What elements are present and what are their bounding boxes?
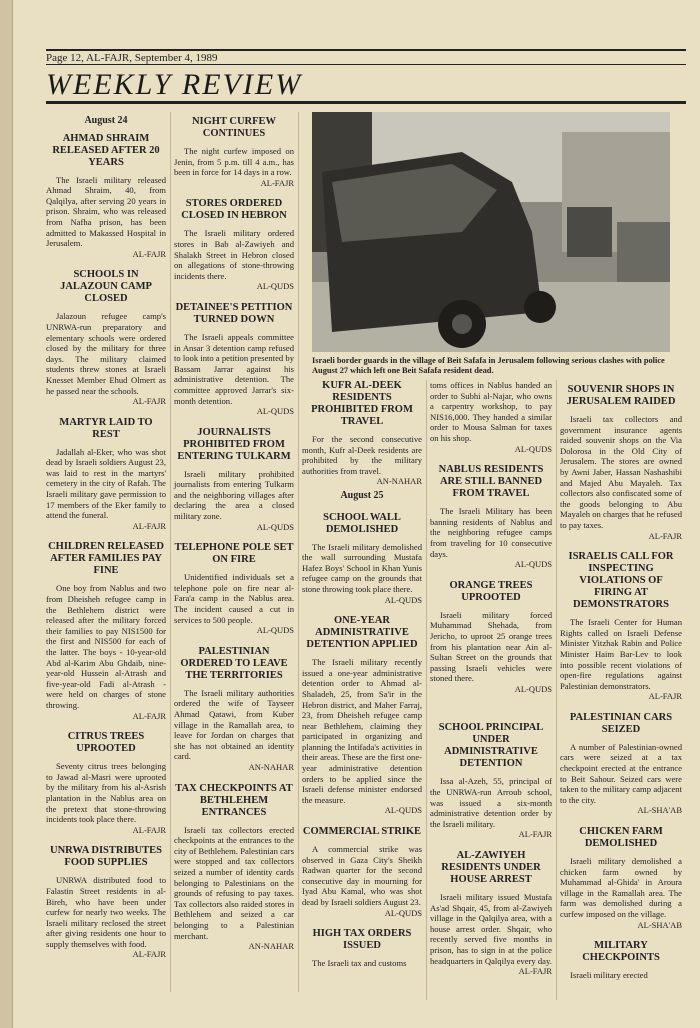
article-body: Jadallah al-Eker, who was shot dead by Israeli soldiers August 23, was laid to rest in the martyrs' cemetery in the city of Rafah. The Israeli military gave permission to 17 members of the Eker family to attend the funeral. [46, 446, 166, 521]
masthead: WEEKLY REVIEW [46, 68, 303, 101]
headline: PALESTINIAN CARS SEIZED [569, 711, 673, 735]
source-credit: AL-QUDS [256, 625, 294, 636]
headline: DETAINEE'S PETITION TURNED DOWN [175, 301, 293, 325]
headline: ORANGE TREES UPROOTED [449, 579, 533, 603]
source-credit: AN-NAHAR [376, 476, 422, 487]
source-credit: AL-QUDS [384, 594, 422, 605]
headline: ONE-YEAR ADMINISTRATIVE DETENTION APPLIED [306, 615, 418, 651]
headline: HIGH TAX ORDERS ISSUED [312, 928, 412, 952]
headline: SCHOOL PRINCIPAL UNDER ADMINISTRATIVE DETENTION [438, 722, 544, 770]
column-rule [170, 112, 171, 992]
article-body: The night curfew imposed on Jenin, from 5 p.m. till 4 a.m., has been in force for 14 days in a row. [174, 146, 294, 178]
column-3 [302, 380, 422, 969]
column-2 [174, 112, 294, 956]
article-body: Israeli tax collectors and government insurance agents raided souvenir shops on the Via Dolorosa in the Old City of Jerusalem. The stores are owned by Awni Jaber, Hassan Nashashibi and Majed Abu Mayaleh. Tax collectors also confiscated some of the goods belonging to Abu Mayaleh on charges that he refused to pay taxes. [560, 414, 682, 530]
source-credit: AL-QUDS [256, 406, 294, 417]
binding-margin [0, 0, 13, 1028]
article-body: The Israeli Center for Human Rights called on Israeli Defense Minister Yitzhak Rabin and Police Minister Haim Bar-Lev to look into possible recent violations of open-fire regulations against Palestinian demonstrators. [560, 617, 682, 691]
article-body: One boy from Nablus and two from Dheisheh refugee camp in the Bethlehem district were released after the military forced their families to pay NIS1500 for the first and NIS500 for each of the latter. The boys - 10-year-old Abd al-Karim Abu Ghdaib, nine-year-old Hussein al-Atrash and five-year-old Fadi al-Atrash - were held on charges of stone throwing. [46, 583, 166, 710]
headline: TAX CHECKPOINTS AT BETHLEHEM ENTRANCES [175, 782, 293, 818]
page-header: Page 12, AL-FAJR, September 4, 1989 [46, 52, 218, 64]
source-credit: AN-NAHAR [248, 941, 294, 952]
headline: UNRWA DISTRIBUTES FOOD SUPPLIES [50, 845, 162, 869]
article-body: The Israeli military authorities ordered the wife of Tayseer Ahmad Qatawi, from Kuber village in the Ramallah area, to leave for Jordan on charges that she has not obtained an identity card. [174, 687, 294, 762]
column-rule [298, 112, 299, 992]
source-credit: AL-QUDS [384, 805, 422, 816]
headline: NABLUS RESIDENTS ARE STILL BANNED FROM TRAVEL [438, 464, 544, 500]
headline: MARTYR LAID TO REST [59, 416, 153, 440]
article-body: Israeli military prohibited journalists from entering Tulkarm and the neighboring villages after declaring the area a closed military zone. [174, 468, 294, 522]
article-body: Issa al-Azeh, 55, principal of the UNRWA-run Arroub school, was issued a six-month administrative detention order by the Israeli military. [430, 776, 552, 829]
article-body: The Israeli appeals committee in Ansar 3 detention camp refused to look into a petition presented by Bassam Jarrar against his administrative detention. The committee approved Jarrar's six-month detention. [174, 331, 294, 406]
photo-caption: Israeli border guards in the village of Beit Safafa in Jerusalem following serious clashes with police August 27 which left one Beit Safafa resident dead. [312, 356, 665, 375]
article-body: The Israeli military released Ahmad Shraim, 40, from Qalqilya, after serving 20 years in prison. Shraim, who was released from Nafha prison, has been admitted to Makassed Hospital in Jerusalem. [46, 174, 166, 249]
article-body: For the second consecutive month, Kufr al-Deek residents are prohibited by the military authorities from travel. [302, 434, 422, 476]
article-body: Israeli military erected [570, 970, 648, 981]
source-credit: AL-FAJR [132, 520, 166, 531]
headline: JOURNALISTS PROHIBITED FROM ENTERING TULKARM [177, 426, 291, 462]
article-body: Israeli military forced Muhammad Shehada, from Jericho, to uproot 25 orange trees from his plantation near Ain al-Sultan Street on the grounds that passing Israeli vehicles were stoned there. [430, 609, 552, 684]
article-body: The Israeli military ordered stores in Bab al-Zawiyeh and Shalakh Street in Hebron closed on allegations of stone-throwing incidents there. [174, 228, 294, 281]
headline: SCHOOL WALL DEMOLISHED [323, 511, 401, 535]
headline: TELEPHONE POLE SET ON FIRE [174, 542, 294, 566]
article-body: toms offices in Nablus handed an order to Subhi al-Najar, who owns a carpentry workshop, to pay NIS16,000. They handed a similar order to Mousa Salman for taxes on his shop. [430, 380, 552, 443]
headline: AHMAD SHRAIM RELEASED AFTER 20 YEARS [52, 132, 160, 168]
headline: SCHOOLS IN JALAZOUN CAMP CLOSED [60, 269, 152, 305]
source-credit: AL-QUDS [514, 559, 552, 570]
article-body: UNRWA distributed food to Falastin Street residents in al-Bireh, who have been under curfew for nearly two weeks. The Israeli military reclosed the street after giving residents one hour to supply themselves with food. [46, 875, 166, 949]
column-1 [46, 112, 166, 964]
masthead-rule [46, 101, 686, 104]
source-credit: AL-FAJR [518, 829, 552, 840]
source-credit: AL-FAJR [260, 177, 294, 188]
source-credit: AL-QUDS [256, 281, 294, 292]
article-body: Seventy citrus trees belonging to Jawad al-Masri were uprooted by the military from his al-Asrish plantation in the Nablus area on the pretext that stone-throwing incidents took place there. [46, 761, 166, 825]
column-rule [556, 380, 557, 1000]
headline: COMMERCIAL STRIKE [302, 826, 422, 838]
headline: CHICKEN FARM DEMOLISHED [579, 826, 663, 850]
headline: ISRAELIS CALL FOR INSPECTING VIOLATIONS OF FIRING AT DEMONSTRATORS [568, 551, 674, 611]
headline: CHILDREN RELEASED AFTER FAMILIES PAY FINE [48, 541, 164, 577]
headline: CITRUS TREES UPROOTED [67, 731, 145, 755]
source-credit: AN-NAHAR [248, 761, 294, 772]
source-credit: AL-QUDS [514, 443, 552, 454]
header-rule [46, 64, 686, 65]
headline: NIGHT CURFEW CONTINUES [191, 116, 277, 139]
news-photo [312, 112, 670, 352]
article-body: The Israeli Military has been banning residents of Nablus and the neighboring refugee camps from traveling for 10 consecutive days. [430, 506, 552, 559]
source-credit: AL-FAJR [132, 248, 166, 259]
headline: KUFR AL-DEEK RESIDENTS PROHIBITED FROM TRAVEL [311, 380, 413, 427]
top-rule [46, 49, 686, 51]
source-credit: AL-QUDS [256, 521, 294, 532]
source-credit: AL-QUDS [384, 907, 422, 918]
headline: MILITARY CHECKPOINTS [582, 940, 660, 964]
source-credit: AL-SHA'AB [637, 919, 682, 930]
article-body: A commercial strike was observed in Gaza City's Sheikh Radwan quarter for the second consecutive day in mourning for Iyad Abu Kamal, who was shot dead by Israeli soldiers August 23. [302, 844, 422, 907]
source-credit: AL-FAJR [518, 966, 552, 977]
article-body: Unidentified individuals set a telephone pole on fire near al-Fara'a camp in the Nablus area. The incident caused a cut in services to 500 people. [174, 572, 294, 625]
source-credit: AL-FAJR [132, 710, 166, 721]
column-4 [430, 380, 552, 981]
column-rule [426, 380, 427, 1000]
source-credit: AL-FAJR [132, 949, 166, 960]
article-body: The Israeli tax and customs [312, 958, 407, 969]
source-credit: AL-FAJR [132, 396, 166, 407]
article-body: Israeli tax collectors erected checkpoints at the entrances to the city of Bethlehem. Palestinian cars were stopped and tax collectors seized a number of identity cards belonging to Palestinians on the grounds of refusing to pay taxes. Tax collectors also raided stores in Bethlehem and seized a car belonging to a Palestinian merchant. [174, 824, 294, 941]
jeep-photo-illustration [312, 112, 670, 352]
article-body: The Israeli military recently issued a one-year administrative detention order to Ahmad al-Shaladeh, 25, from Sa'ir in the Hebron district, and Maher Farraj, 23, from Dheisheh refugee camp near Bethlehem, claiming they participated in organizing and planning the Intifada's activities in their areas. These are the first one-year administrative detention orders to be applied since the Israeli defense minister endorsed the measure. [302, 657, 422, 805]
headline: STORES ORDERED CLOSED IN HEBRON [181, 198, 287, 222]
headline: SOUVENIR SHOPS IN JERUSALEM RAIDED [566, 384, 676, 407]
article-body: Israeli military issued Mustafa As'ad Shqair, 45, from al-Zawiyeh village in the Qalqilya area, with a house arrest order. Shqair, who recently served five months in prison, has to sign in at the police headquarters in Qalqilya every day. [430, 892, 552, 966]
date-heading: August 24 [84, 115, 128, 126]
source-credit: AL-QUDS [514, 683, 552, 694]
column-5 [560, 380, 682, 981]
article-body: Jalazoun refugee camp's UNRWA-run preparatory and elementary schools were ordered closed by the military for three days. The military claimed students threw stones at Israeli Knesset Member Ehud Olmert as he passed near the schools. [46, 311, 166, 396]
source-credit: AL-FAJR [132, 824, 166, 835]
date-heading: August 25 [340, 489, 384, 501]
source-credit: AL-SHA'AB [637, 805, 682, 816]
article-body: The Israeli military demolished the wall surrounding Mustafa Hafez Boys' School in Khan Yunis refugee camp on the grounds that stone throwing took place there. [302, 541, 422, 594]
headline: AL-ZAWIYEH RESIDENTS UNDER HOUSE ARREST [441, 850, 541, 886]
source-credit: AL-FAJR [648, 530, 682, 541]
source-credit: AL-FAJR [648, 691, 682, 702]
headline: PALESTINIAN ORDERED TO LEAVE THE TERRITORIES [180, 645, 288, 681]
article-body: Israeli military demolished a chicken farm owned by Muhammad al-Ghida' in Aroura village in the Ramallah area. The farm was demolished during a curfew imposed on the village. [560, 856, 682, 919]
article-body: A number of Palestinian-owned cars were seized at a tax checkpoint erected at the entrance to Beit Sahour. Seized cars were taken to the military camp adjacent to the city. [560, 741, 682, 805]
